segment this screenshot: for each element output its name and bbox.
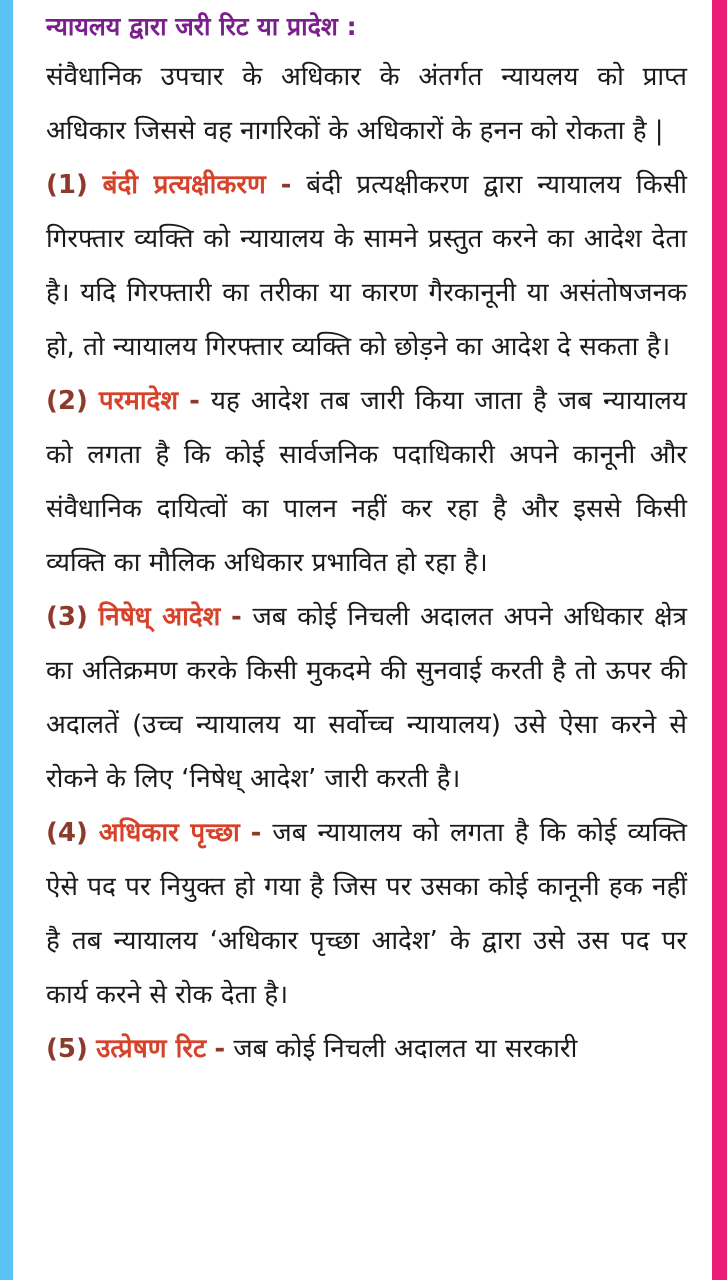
- writ-item-heading: अधिकार पृच्छा: [98, 818, 240, 848]
- writ-item-1: [46, 158, 687, 374]
- writ-item-heading: बंदी प्रत्यक्षीकरण: [102, 170, 266, 200]
- writ-item-number: (1): [46, 170, 88, 200]
- writ-item-number: (5): [46, 1034, 88, 1064]
- writ-item-heading: परमादेश: [98, 386, 179, 416]
- writ-item-dash: -: [280, 170, 292, 200]
- writ-item-dash: -: [214, 1034, 226, 1064]
- writ-item-text: जब कोई निचली अदालत या सरकारी: [233, 1034, 578, 1064]
- writ-item-2: [46, 374, 687, 590]
- writ-item-heading: उत्प्रेषण रिट: [96, 1034, 207, 1064]
- intro-paragraph: संवैधानिक उपचार के अधिकार के अंतर्गत न्यायलय को प्राप्त अधिकार जिससे वह नागरिकों के अधिकारों के हनन को रोकता है |: [46, 62, 687, 146]
- writ-item-5: [46, 1022, 687, 1076]
- writ-item-text: यह आदेश तब जारी किया जाता है जब न्यायालय को लगता है कि कोई सार्वजनिक पदाधिकारी अपने कानूनी और संवैधानिक दायित्वों का पालन नहीं कर रहा है और इससे किसी व्यक्ति का मौलिक अधिकार प्रभावित हो रहा है।: [46, 386, 688, 578]
- writ-item-number: (3): [46, 602, 88, 632]
- writ-item-heading: निषेध् आदेश: [98, 602, 221, 632]
- writ-item-dash: -: [189, 386, 200, 416]
- writ-item-4: [46, 806, 687, 1022]
- writ-item-number: (4): [46, 818, 88, 848]
- writ-item-dash: -: [230, 602, 242, 632]
- article-title: न्यायलय द्वारा जरी रिट या प्रादेश :: [46, 12, 357, 41]
- right-accent-bar: [712, 0, 727, 1280]
- writ-item-text: बंदी प्रत्यक्षीकरण द्वारा न्यायालय किसी गिरफ्तार व्यक्ति को न्यायालय के सामने प्रस्तुत करने का आदेश देता है। यदि गिरफ्तारी का तरीका या कारण गैरकानूनी या असंतोषजनक हो, तो न्यायालय गिरफ्तार व्यक्ति को छोड़ने का आदेश दे सकता है।: [46, 170, 688, 362]
- writ-item-text: जब न्यायालय को लगता है कि कोई व्यक्ति ऐसे पद पर नियुक्त हो गया है जिस पर उसका कोई कानूनी हक नहीं है तब न्यायालय ‘अधिकार पृच्छा आदेश’ के द्वारा उसे उस पद पर कार्य करने से रोक देता है।: [46, 818, 688, 1010]
- writ-item-text: जब कोई निचली अदालत अपने अधिकार क्षेत्र का अतिक्रमण करके किसी मुकदमे की सुनवाई करती है तो ऊपर की अदालतें (उच्च न्यायालय या सर्वोच्च न्यायालय) उसे ऐसा करने से रोकने के लिए ‘निषेध् आदेश’ जारी करती है।: [46, 602, 688, 794]
- writ-item-3: [46, 590, 687, 806]
- left-accent-bar: [0, 0, 13, 1280]
- writ-item-number: (2): [46, 386, 88, 416]
- writ-item-dash: -: [250, 818, 262, 848]
- article-content: [46, 4, 687, 1076]
